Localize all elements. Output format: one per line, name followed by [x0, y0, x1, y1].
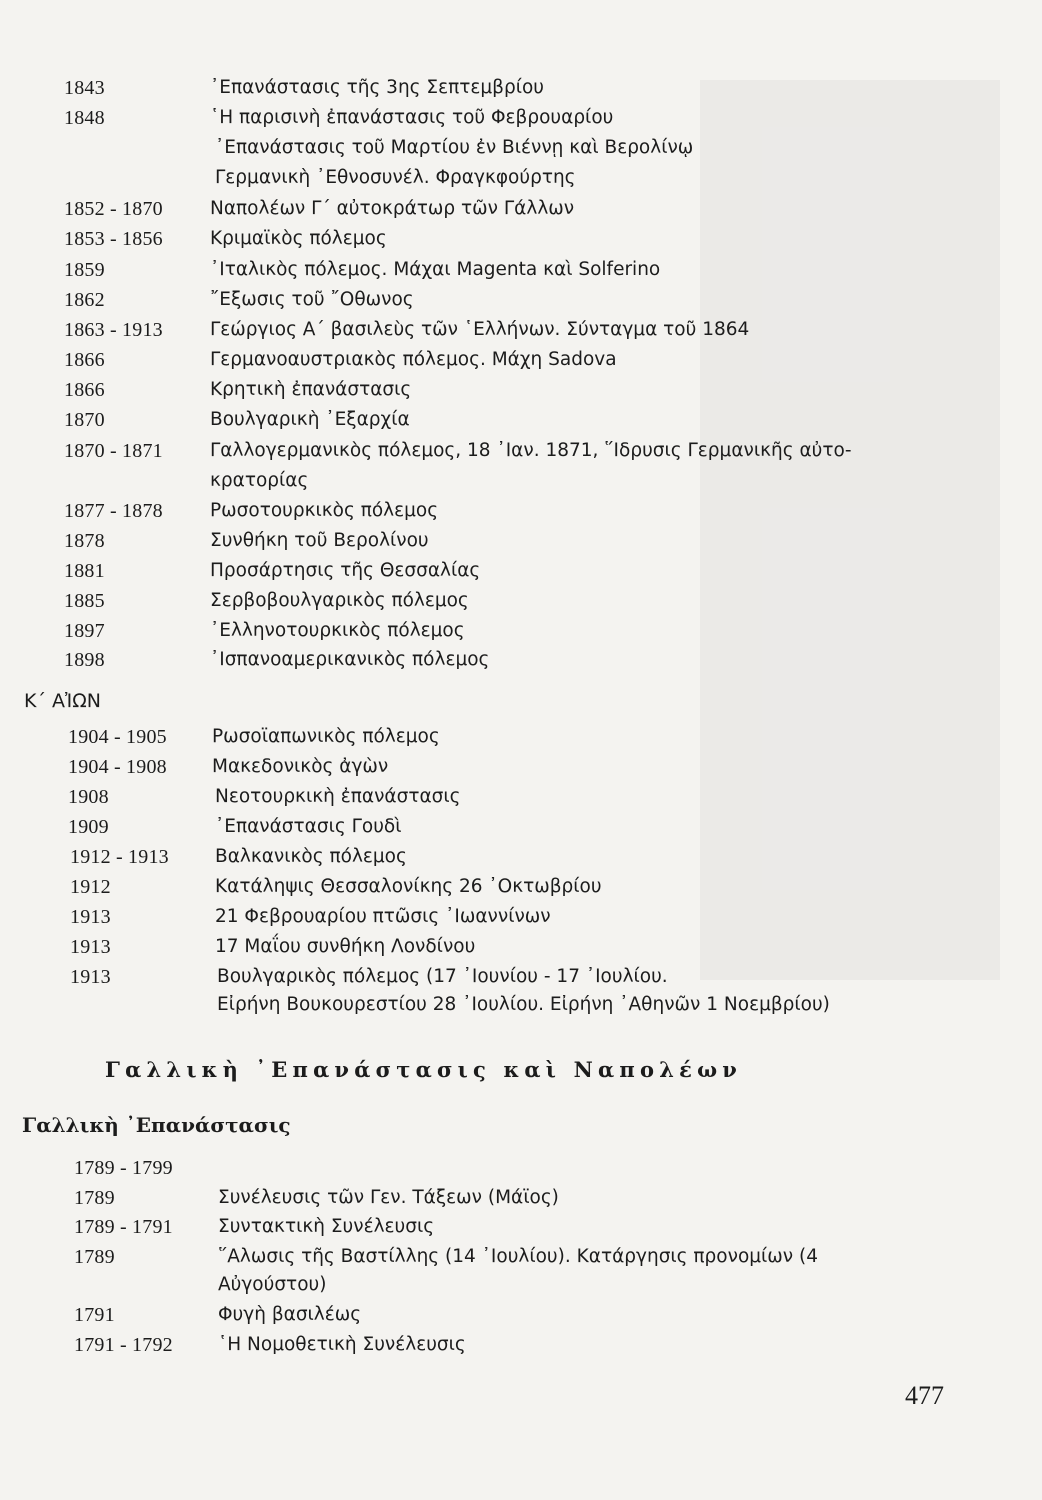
entry-row [0, 872, 1042, 902]
entry-row [0, 405, 1042, 435]
entry-row [0, 1212, 1042, 1242]
entry-text: Ναπολέων Γ΄ αὐτοκράτωρ τῶν Γάλλων [210, 198, 575, 219]
entry-year: 1791 [74, 1304, 115, 1326]
entry-text: ῾Η Νομοθετικὴ Συνέλευσις [218, 1334, 466, 1355]
entry-row [0, 255, 1042, 285]
entry-year: 1870 [64, 409, 105, 431]
entry-text: Γερμανοαυστριακὸς πόλεμος. Μάχη Sadova [210, 349, 617, 370]
entry-year: 1908 [68, 786, 109, 808]
entry-text: Νεοτουρκικὴ ἐπανάστασις [215, 786, 461, 807]
entry-row [0, 812, 1042, 842]
entry-row [0, 842, 1042, 872]
entry-row [0, 345, 1042, 375]
entry-year: 1789 [74, 1187, 115, 1209]
entry-text: Συνθήκη τοῦ Βερολίνου [210, 530, 429, 551]
entry-row [0, 932, 1042, 962]
entry-year: 1789 - 1791 [74, 1216, 173, 1238]
entry-row [0, 1153, 1042, 1183]
entry-row [0, 1270, 1042, 1300]
entry-year: 1913 [70, 936, 111, 958]
entry-year: 1848 [64, 107, 105, 129]
entry-year: 1881 [64, 560, 105, 582]
entry-text: ῞Αλωσις τῆς Βαστίλλης (14 ᾿Ιουλίου). Κατάργησις προνομίων (4 [218, 1246, 818, 1267]
entry-row [0, 466, 1042, 496]
entry-text: 21 Φεβρουαρίου πτῶσις ᾿Ιωαννίνων [215, 906, 551, 927]
entry-text: Προσάρτησις τῆς Θεσσαλίας [210, 560, 481, 581]
entry-year: 1878 [64, 530, 105, 552]
entry-row [0, 133, 1042, 163]
entry-year: 1912 [70, 876, 111, 898]
entry-row [0, 556, 1042, 586]
entry-text: ῾Η παρισινὴ ἐπανάστασις τοῦ Φεβρουαρίου [210, 107, 614, 128]
entry-row [0, 782, 1042, 812]
entry-year: 1913 [70, 906, 111, 928]
entry-text: Γερμανικὴ ᾿Εθνοσυνέλ. Φραγκφούρτης [215, 167, 576, 188]
entry-text: ᾿Επανάστασις Γουδὶ [215, 816, 402, 837]
entry-year: 1789 [74, 1246, 115, 1268]
entry-year: 1912 - 1913 [70, 846, 169, 868]
entry-row [0, 990, 1042, 1020]
entry-row [0, 526, 1042, 556]
entry-text: Βουλγαρικὴ ᾿Εξαρχία [210, 409, 410, 430]
entry-year: 1877 - 1878 [64, 500, 163, 522]
entry-year: 1866 [64, 349, 105, 371]
entry-text: Σερβοβουλγαρικὸς πόλεμος [210, 590, 469, 611]
section-heading-french-revolution-napoleon: Γαλλικὴ ᾿Επανάστασις καὶ Ναπολέων [105, 1057, 743, 1082]
entry-year: 1909 [68, 816, 109, 838]
entry-text: Κρητικὴ ἐπανάστασις [210, 379, 412, 400]
page-number: 477 [905, 1381, 944, 1410]
entry-text: ᾿Επανάστασις τῆς 3ης Σεπτεμβρίου [210, 77, 544, 98]
entry-row [0, 1183, 1042, 1213]
entry-text: ᾿Επανάστασις τοῦ Μαρτίου ἐν Βιέννῃ καὶ Βερολίνῳ [215, 137, 694, 158]
entry-year: 1885 [64, 590, 105, 612]
entry-row [0, 1242, 1042, 1272]
entry-row [0, 645, 1042, 675]
entry-row [0, 375, 1042, 405]
entry-row [0, 285, 1042, 315]
entry-text: κρατορίας [210, 470, 309, 491]
entry-row [0, 163, 1042, 193]
entry-text: Συντακτικὴ Συνέλευσις [218, 1216, 435, 1237]
entry-row [0, 586, 1042, 616]
entry-row [0, 73, 1042, 103]
entry-year: 1866 [64, 379, 105, 401]
entry-year: 1904 - 1908 [68, 756, 167, 778]
entry-year: 1853 - 1856 [64, 228, 163, 250]
entry-year: 1843 [64, 77, 105, 99]
entry-row [0, 315, 1042, 345]
entry-text: Ρωσοϊαπωνικὸς πόλεμος [212, 726, 440, 747]
entry-year: 1862 [64, 289, 105, 311]
entry-text: Φυγὴ βασιλέως [218, 1304, 362, 1325]
entry-year: 1904 - 1905 [68, 726, 167, 748]
entry-text: Γαλλογερμανικὸς πόλεμος, 18 ᾿Ιαν. 1871, ῞Ιδρυσις Γερμανικῆς αὐτο- [210, 440, 852, 461]
entry-text: Αὐγούστου) [218, 1274, 327, 1295]
entry-text: Ρωσοτουρκικὸς πόλεμος [210, 500, 439, 521]
entry-text: Συνέλευσις τῶν Γεν. Τάξεων (Μάϊος) [218, 1187, 559, 1208]
entry-row [0, 962, 1042, 992]
entry-row [0, 722, 1042, 752]
entry-year: 1913 [70, 966, 111, 988]
entry-year: 1898 [64, 649, 105, 671]
entry-text: 17 Μαΐου συνθήκη Λονδίνου [215, 936, 476, 957]
entry-row [0, 1300, 1042, 1330]
entry-year: 1859 [64, 259, 105, 281]
entry-year: 1789 - 1799 [74, 1157, 173, 1179]
entry-text: ᾿Ιταλικὸς πόλεμος. Μάχαι Magenta καὶ Solferino [210, 259, 661, 280]
entry-year: 1852 - 1870 [64, 198, 163, 220]
entry-text: Εἰρήνη Βουκουρεστίου 28 ᾿Ιουλίου. Εἰρήνη ᾿Αθηνῶν 1 Νοεμβρίου) [217, 994, 830, 1015]
entry-text: Κατάληψις Θεσσαλονίκης 26 ᾿Οκτωβρίου [215, 876, 602, 897]
entry-row [0, 752, 1042, 782]
entry-row [0, 194, 1042, 224]
entry-year: 1863 - 1913 [64, 319, 163, 341]
entry-text: ᾿Ισπανοαμερικανικὸς πόλεμος [210, 649, 490, 670]
entry-text: Βαλκανικὸς πόλεμος [215, 846, 407, 867]
entry-text: Γεώργιος Α΄ βασιλεὺς τῶν ῾Ελλήνων. Σύνταγμα τοῦ 1864 [210, 319, 750, 340]
entry-text: Κριμαϊκὸς πόλεμος [210, 228, 387, 249]
entry-text: Μακεδονικὸς ἀγὼν [212, 756, 389, 777]
entry-year: 1897 [64, 620, 105, 642]
subsection-heading-french-revolution: Γαλλικὴ ᾿Επανάστασις [22, 1113, 291, 1137]
entry-text: ῎Εξωσις τοῦ ῎Οθωνος [210, 289, 414, 310]
entry-year: 1870 - 1871 [64, 440, 163, 462]
entry-row [0, 616, 1042, 646]
entry-row [0, 436, 1042, 466]
entry-text: ᾿Ελληνοτουρκικὸς πόλεμος [210, 620, 465, 641]
entry-row [0, 224, 1042, 254]
entry-row [0, 496, 1042, 526]
entry-row [0, 1330, 1042, 1360]
section-label-20th-century: Κ΄ ΑἸΩΝ [24, 690, 101, 712]
entry-row [0, 902, 1042, 932]
entry-year: 1791 - 1792 [74, 1334, 173, 1356]
entry-text: Βουλγαρικὸς πόλεμος (17 ᾿Ιουνίου - 17 ᾿Ιουλίου. [217, 966, 668, 987]
entry-row [0, 103, 1042, 133]
